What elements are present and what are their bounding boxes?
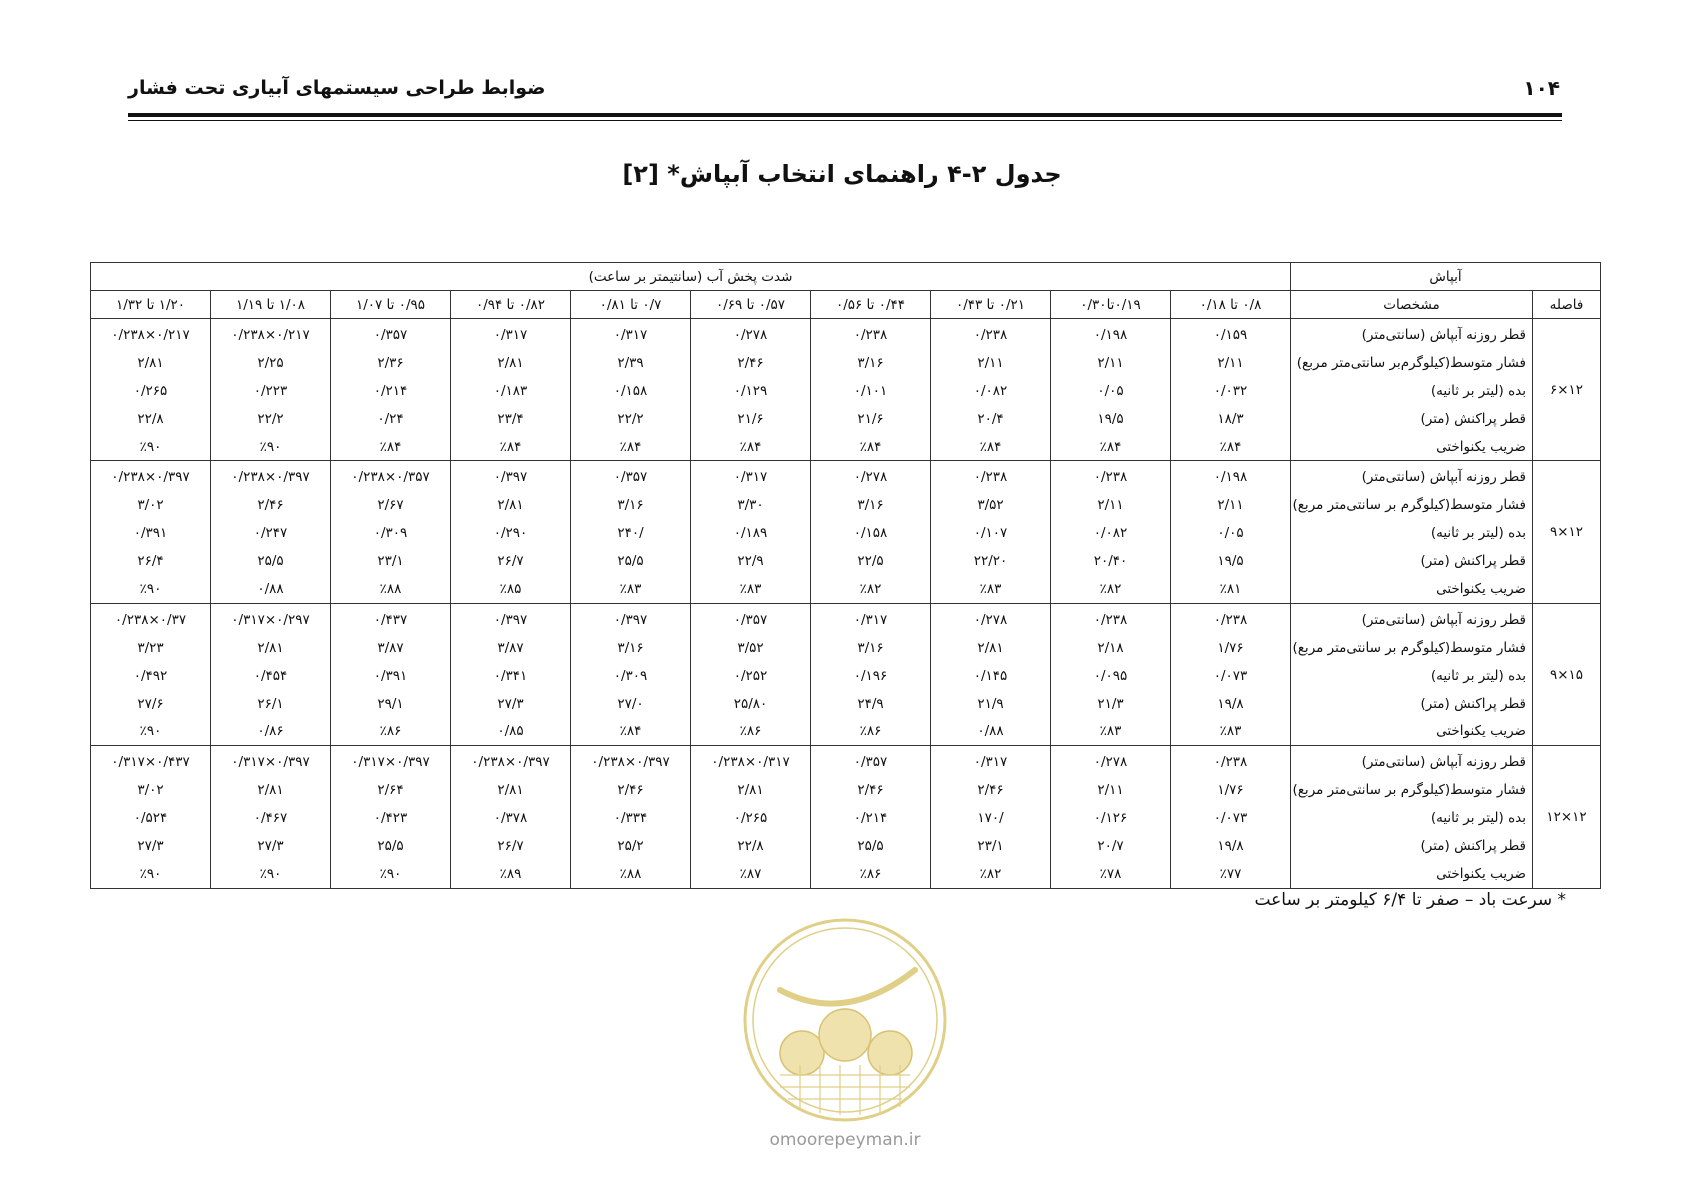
value-cell: ۲/۸۱ xyxy=(931,634,1051,662)
value-cell: ۰/۳۰۹ xyxy=(571,662,691,690)
value-cell: ۰/۴۶۷ xyxy=(211,804,331,832)
value-cell: ۰/۱۰۱ xyxy=(811,377,931,405)
range-header-3: ۰/۲۱ تا ۰/۴۳ xyxy=(931,291,1051,319)
value-cell: /۱۷۰ xyxy=(931,804,1051,832)
value-cell: ۰/۲۳۸ xyxy=(1171,603,1291,633)
value-cell: ٪۹۰ xyxy=(211,433,331,461)
value-cell: ۲/۶۴ xyxy=(331,776,451,804)
value-cell: ۲۲/۹ xyxy=(691,547,811,575)
spec-label: قطر روزنه آبپاش (سانتی‌متر) xyxy=(1291,746,1533,776)
spec-label: قطر پراکنش (متر) xyxy=(1291,547,1533,575)
table-row xyxy=(91,405,1601,433)
table-row xyxy=(91,319,1601,349)
table-row xyxy=(91,860,1601,888)
value-cell: ۲۷/۳ xyxy=(451,690,571,718)
value-cell: ۰/۴۲۳ xyxy=(331,804,451,832)
value-cell: ٪۸۴ xyxy=(691,433,811,461)
value-cell: ٪۹۰ xyxy=(91,860,211,888)
value-cell: ٪۸۱ xyxy=(1171,575,1291,603)
value-cell: ٪۹۰ xyxy=(91,433,211,461)
value-cell: ۱۸/۳ xyxy=(1171,405,1291,433)
value-cell: ۲/۱۱ xyxy=(1171,491,1291,519)
value-cell: ٪۸۴ xyxy=(571,433,691,461)
value-cell: ۳/۰۲ xyxy=(91,776,211,804)
value-cell: ۰/۳۴۱ xyxy=(451,662,571,690)
value-cell: ٪۸۸ xyxy=(571,860,691,888)
spec-label: بده (لیتر بر ثانیه) xyxy=(1291,662,1533,690)
footnote: * سرعت باد – صفر تا ۶/۴ کیلومتر بر ساعت xyxy=(1254,890,1566,910)
value-cell: ٪۸۳ xyxy=(691,575,811,603)
spec-label: قطر روزنه آبپاش (سانتی‌متر) xyxy=(1291,319,1533,349)
value-cell: ۰/۲۳۸ xyxy=(1051,461,1171,491)
table-row xyxy=(91,433,1601,461)
table-row xyxy=(91,461,1601,491)
value-cell: ۱/۷۶ xyxy=(1171,634,1291,662)
value-cell: ۰/۴۳۷×۰/۳۱۷ xyxy=(91,746,211,776)
value-cell: ۲/۸۱ xyxy=(451,776,571,804)
value-cell: ۰/۱۸۳ xyxy=(451,377,571,405)
value-cell: ۰/۲۳۸ xyxy=(1171,746,1291,776)
value-cell: ۲۵/۵ xyxy=(331,832,451,860)
value-cell: ٪۸۳ xyxy=(1051,717,1171,745)
table-row xyxy=(91,349,1601,377)
value-cell: ۰/۲۵۲ xyxy=(691,662,811,690)
value-cell: ٪۸۶ xyxy=(331,717,451,745)
value-cell: ۳/۱۶ xyxy=(811,349,931,377)
spec-label: بده (لیتر بر ثانیه) xyxy=(1291,804,1533,832)
value-cell: ۲۱/۳ xyxy=(1051,690,1171,718)
spec-label: ضریب یکنواختی xyxy=(1291,575,1533,603)
value-cell: ۳/۲۳ xyxy=(91,634,211,662)
value-cell: ۰/۳۹۱ xyxy=(331,662,451,690)
value-cell: ۲۰/۷ xyxy=(1051,832,1171,860)
value-cell: ۲۵/۵ xyxy=(211,547,331,575)
table-row xyxy=(91,377,1601,405)
value-cell: ۲۶/۷ xyxy=(451,832,571,860)
value-cell: ٪۸۲ xyxy=(931,860,1051,888)
value-cell: ٪۸۵ xyxy=(451,575,571,603)
spec-label: بده (لیتر بر ثانیه) xyxy=(1291,519,1533,547)
range-header-1: ۰/۸ تا ۰/۱۸ xyxy=(1171,291,1291,319)
value-cell: ۰/۳۳۴ xyxy=(571,804,691,832)
value-cell: ۰/۲۴۷ xyxy=(211,519,331,547)
value-cell: ۰/۲۶۵ xyxy=(691,804,811,832)
value-cell: ۰/۳۵۷×۰/۲۳۸ xyxy=(331,461,451,491)
header-rule-thin xyxy=(128,120,1562,121)
page-header xyxy=(128,74,1560,102)
range-header-5: ۰/۵۷ تا ۰/۶۹ xyxy=(691,291,811,319)
watermark-logo xyxy=(740,915,950,1125)
value-cell: ۲/۱۱ xyxy=(1051,349,1171,377)
header-rule-thick xyxy=(128,113,1562,117)
value-cell: ۰/۰۷۳ xyxy=(1171,804,1291,832)
value-cell: ۰/۳۹۷ xyxy=(571,603,691,633)
value-cell: ٪۸۶ xyxy=(691,717,811,745)
value-cell: ۳/۸۷ xyxy=(451,634,571,662)
value-cell: ۲/۳۹ xyxy=(571,349,691,377)
value-cell: ۲۵/۵ xyxy=(571,547,691,575)
range-header-9: ۱/۰۸ تا ۱/۱۹ xyxy=(211,291,331,319)
table-row xyxy=(91,603,1601,633)
value-cell: ۰/۲۳۸ xyxy=(1051,603,1171,633)
header-sprinkler: آبپاش xyxy=(1291,263,1601,291)
value-cell: ٪۹۰ xyxy=(91,575,211,603)
value-cell: ۳/۳۰ xyxy=(691,491,811,519)
value-cell: ۲/۴۶ xyxy=(691,349,811,377)
value-cell: ٪۷۸ xyxy=(1051,860,1171,888)
value-cell: ۰/۱۹۸ xyxy=(1051,319,1171,349)
spec-label: ضریب یکنواختی xyxy=(1291,860,1533,888)
value-cell: ۰/۲۳۸ xyxy=(931,319,1051,349)
value-cell: ۰/۲۱۷×۰/۲۳۸ xyxy=(211,319,331,349)
value-cell: ۰/۳۵۷ xyxy=(811,746,931,776)
value-cell: ۲۲/۸ xyxy=(691,832,811,860)
spec-label: فشار متوسط(کیلوگرم بر سانتی‌متر مربع) xyxy=(1291,491,1533,519)
spec-label: ضریب یکنواختی xyxy=(1291,717,1533,745)
value-cell: ۲۷/۰ xyxy=(571,690,691,718)
value-cell: ۳/۵۲ xyxy=(691,634,811,662)
value-cell: ۰/۲۷۸ xyxy=(1051,746,1171,776)
value-cell: ۰/۱۲۶ xyxy=(1051,804,1171,832)
value-cell: ۰/۲۱۴ xyxy=(811,804,931,832)
value-cell: ۲۲/۲ xyxy=(211,405,331,433)
sprinkler-selection-table xyxy=(90,262,1601,889)
value-cell: ٪۸۲ xyxy=(811,575,931,603)
value-cell: ۲۲/۲۰ xyxy=(931,547,1051,575)
spec-label: ضریب یکنواختی xyxy=(1291,433,1533,461)
value-cell: ۱۹/۵ xyxy=(1051,405,1171,433)
value-cell: ۰/۱۹۶ xyxy=(811,662,931,690)
value-cell: ٪۸۳ xyxy=(931,575,1051,603)
value-cell: ۲۷/۳ xyxy=(91,832,211,860)
spacing-cell: ۱۲×۹ xyxy=(1533,461,1601,603)
table-row xyxy=(91,491,1601,519)
value-cell: ۰/۲۴ xyxy=(331,405,451,433)
value-cell: ۰/۲۷۸ xyxy=(691,319,811,349)
spec-label: بده (لیتر بر ثانیه) xyxy=(1291,377,1533,405)
value-cell: ۰/۳۹۷×۰/۲۳۸ xyxy=(571,746,691,776)
table-row xyxy=(91,746,1601,776)
value-cell: ۰/۳۹۷×۰/۲۳۸ xyxy=(211,461,331,491)
value-cell: ۲/۴۶ xyxy=(571,776,691,804)
value-cell: ۰/۰۷۳ xyxy=(1171,662,1291,690)
value-cell: /۲۴۰ xyxy=(571,519,691,547)
value-cell: ۰/۳۹۷×۰/۳۱۷ xyxy=(331,746,451,776)
value-cell: ۲/۲۵ xyxy=(211,349,331,377)
value-cell: ۰/۱۸۹ xyxy=(691,519,811,547)
value-cell: ٪۸۴ xyxy=(811,433,931,461)
value-cell: ۲۲/۵ xyxy=(811,547,931,575)
value-cell: ۰/۳۱۷ xyxy=(571,319,691,349)
value-cell: ۰/۰۸۲ xyxy=(1051,519,1171,547)
value-cell: ۰/۱۰۷ xyxy=(931,519,1051,547)
value-cell: ۰/۴۵۴ xyxy=(211,662,331,690)
value-cell: ٪۹۰ xyxy=(331,860,451,888)
watermark-url: omoorepeyman.ir xyxy=(769,1130,921,1150)
value-cell: ۳/۱۶ xyxy=(571,634,691,662)
spec-label: قطر پراکنش (متر) xyxy=(1291,405,1533,433)
range-header-6: ۰/۷ تا ۰/۸۱ xyxy=(571,291,691,319)
value-cell: ۲۵/۸۰ xyxy=(691,690,811,718)
value-cell: ۲۲/۸ xyxy=(91,405,211,433)
value-cell: ۲۷/۳ xyxy=(211,832,331,860)
table-row xyxy=(91,690,1601,718)
value-cell: ٪۸۴ xyxy=(451,433,571,461)
spec-label: فشار متوسط(کیلوگرم بر سانتی‌متر مربع) xyxy=(1291,634,1533,662)
value-cell: ٪۸۴ xyxy=(1171,433,1291,461)
value-cell: ۲/۳۶ xyxy=(331,349,451,377)
value-cell: ۲/۴۶ xyxy=(931,776,1051,804)
value-cell: ۰/۳۹۱ xyxy=(91,519,211,547)
value-cell: ۱۹/۵ xyxy=(1171,547,1291,575)
value-cell: ۰/۱۲۹ xyxy=(691,377,811,405)
value-cell: ۲۲/۲ xyxy=(571,405,691,433)
value-cell: ۰/۳۱۷×۰/۲۳۸ xyxy=(691,746,811,776)
table-row xyxy=(91,634,1601,662)
range-header-2: ۰/۱۹تا۰/۳۰ xyxy=(1051,291,1171,319)
value-cell: ۰/۳۹۷×۰/۳۱۷ xyxy=(211,746,331,776)
value-cell: ۰/۲۳۸ xyxy=(931,461,1051,491)
value-cell: ۲۶/۷ xyxy=(451,547,571,575)
value-cell: ۰/۳۹۷×۰/۲۳۸ xyxy=(91,461,211,491)
spacing-cell: ۱۵×۹ xyxy=(1533,603,1601,745)
value-cell: ۰/۳۱۷ xyxy=(811,603,931,633)
value-cell: ۰/۰۵ xyxy=(1051,377,1171,405)
value-cell: ۰/۰۵ xyxy=(1171,519,1291,547)
value-cell: ۰/۸۸ xyxy=(931,717,1051,745)
value-cell: ۲۰/۴۰ xyxy=(1051,547,1171,575)
value-cell: ٪۸۴ xyxy=(571,717,691,745)
value-cell: ۲/۸۱ xyxy=(691,776,811,804)
value-cell: ۰/۳۱۷ xyxy=(931,746,1051,776)
value-cell: ۰/۱۵۸ xyxy=(811,519,931,547)
value-cell: ٪۸۶ xyxy=(811,717,931,745)
value-cell: ٪۸۴ xyxy=(931,433,1051,461)
value-cell: ۰/۳۱۷ xyxy=(451,319,571,349)
value-cell: ۲/۴۶ xyxy=(211,491,331,519)
value-cell: ۰/۳۵۷ xyxy=(691,603,811,633)
value-cell: ۲۰/۴ xyxy=(931,405,1051,433)
value-cell: ۰/۰۸۲ xyxy=(931,377,1051,405)
value-cell: ۰/۸۵ xyxy=(451,717,571,745)
value-cell: ۳/۱۶ xyxy=(571,491,691,519)
value-cell: ۲۷/۶ xyxy=(91,690,211,718)
value-cell: ۰/۲۱۷×۰/۲۳۸ xyxy=(91,319,211,349)
spacing-cell: ۱۲×۱۲ xyxy=(1533,746,1601,888)
value-cell: ۲/۶۷ xyxy=(331,491,451,519)
value-cell: ۰/۲۷۸ xyxy=(811,461,931,491)
table-row xyxy=(91,717,1601,745)
value-cell: ۰/۳۷۸ xyxy=(451,804,571,832)
value-cell: ۲/۱۱ xyxy=(1051,776,1171,804)
value-cell: ۰/۳۱۷ xyxy=(691,461,811,491)
value-cell: ۰/۸۸ xyxy=(211,575,331,603)
value-cell: ۰/۲۱۴ xyxy=(331,377,451,405)
value-cell: ۲/۱۱ xyxy=(1051,491,1171,519)
value-cell: ۰/۸۶ xyxy=(211,717,331,745)
header-spacing: فاصله xyxy=(1533,291,1601,319)
value-cell: ۲/۱۸ xyxy=(1051,634,1171,662)
spec-label: قطر پراکنش (متر) xyxy=(1291,690,1533,718)
value-cell: ٪۸۷ xyxy=(691,860,811,888)
value-cell: ۰/۲۲۳ xyxy=(211,377,331,405)
value-cell: ۲/۸۱ xyxy=(451,349,571,377)
value-cell: ۰/۱۵۸ xyxy=(571,377,691,405)
value-cell: ٪۹۰ xyxy=(211,860,331,888)
value-cell: ۲۵/۲ xyxy=(571,832,691,860)
value-cell: ۲۳/۱ xyxy=(931,832,1051,860)
value-cell: ۰/۱۹۸ xyxy=(1171,461,1291,491)
value-cell: ۳/۱۶ xyxy=(811,634,931,662)
value-cell: ۰/۲۷۸ xyxy=(931,603,1051,633)
value-cell: ۰/۳۵۷ xyxy=(571,461,691,491)
value-cell: ۰/۱۴۵ xyxy=(931,662,1051,690)
value-cell: ٪۸۹ xyxy=(451,860,571,888)
value-cell: ۳/۰۲ xyxy=(91,491,211,519)
value-cell: ۲/۸۱ xyxy=(211,634,331,662)
value-cell: ٪۹۰ xyxy=(91,717,211,745)
spec-label: قطر روزنه آبپاش (سانتی‌متر) xyxy=(1291,461,1533,491)
value-cell: ۲۴/۹ xyxy=(811,690,931,718)
table-row xyxy=(91,776,1601,804)
value-cell: ۰/۳۹۷ xyxy=(451,603,571,633)
table-header-row-1 xyxy=(91,263,1601,291)
value-cell: ۰/۴۹۲ xyxy=(91,662,211,690)
table-header-row-2 xyxy=(91,291,1601,319)
value-cell: ۲۵/۵ xyxy=(811,832,931,860)
value-cell: ۳/۸۷ xyxy=(331,634,451,662)
value-cell: ۲۶/۴ xyxy=(91,547,211,575)
value-cell: ۲۱/۹ xyxy=(931,690,1051,718)
table-row xyxy=(91,804,1601,832)
value-cell: ۰/۳۷×۰/۲۳۸ xyxy=(91,603,211,633)
value-cell: ۰/۰۳۲ xyxy=(1171,377,1291,405)
table-body xyxy=(91,319,1601,889)
value-cell: ۱/۷۶ xyxy=(1171,776,1291,804)
value-cell: ۱۹/۸ xyxy=(1171,832,1291,860)
table-row xyxy=(91,575,1601,603)
value-cell: ۰/۳۹۷×۰/۲۳۸ xyxy=(451,746,571,776)
range-header-4: ۰/۴۴ تا ۰/۵۶ xyxy=(811,291,931,319)
value-cell: ٪۸۳ xyxy=(571,575,691,603)
table-row xyxy=(91,662,1601,690)
value-cell: ٪۸۳ xyxy=(1171,717,1291,745)
value-cell: ۰/۱۵۹ xyxy=(1171,319,1291,349)
value-cell: ۲۹/۱ xyxy=(331,690,451,718)
value-cell: ۲۳/۴ xyxy=(451,405,571,433)
table-row xyxy=(91,519,1601,547)
value-cell: ۰/۳۹۷ xyxy=(451,461,571,491)
value-cell: ۲/۱۱ xyxy=(931,349,1051,377)
value-cell: ۲۱/۶ xyxy=(811,405,931,433)
book-title: ضوابط طراحی سیستمهای آبیاری تحت فشار xyxy=(128,77,546,99)
value-cell: ۰/۲۹۷×۰/۳۱۷ xyxy=(211,603,331,633)
table-row xyxy=(91,832,1601,860)
value-cell: ٪۷۷ xyxy=(1171,860,1291,888)
value-cell: ۰/۴۳۷ xyxy=(331,603,451,633)
range-header-8: ۰/۹۵ تا ۱/۰۷ xyxy=(331,291,451,319)
value-cell: ۲۳/۱ xyxy=(331,547,451,575)
value-cell: ۲۶/۱ xyxy=(211,690,331,718)
range-header-10: ۱/۲۰ تا ۱/۳۲ xyxy=(91,291,211,319)
spec-label: فشار متوسط(کیلوگرم‌بر سانتی‌متر مربع) xyxy=(1291,349,1533,377)
header-specs: مشخصات xyxy=(1291,291,1533,319)
value-cell: ٪۸۴ xyxy=(1051,433,1171,461)
value-cell: ۲/۸۱ xyxy=(211,776,331,804)
value-cell: ٪۸۴ xyxy=(331,433,451,461)
value-cell: ۰/۵۲۴ xyxy=(91,804,211,832)
value-cell: ۰/۲۹۰ xyxy=(451,519,571,547)
spec-label: فشار متوسط(کیلوگرم بر سانتی‌متر مربع) xyxy=(1291,776,1533,804)
value-cell: ۲/۱۱ xyxy=(1171,349,1291,377)
value-cell: ٪۸۸ xyxy=(331,575,451,603)
table-title: جدول ۲-۴ راهنمای انتخاب آبپاش* [۲] xyxy=(622,160,1062,188)
value-cell: ۲/۴۶ xyxy=(811,776,931,804)
value-cell: ۲۱/۶ xyxy=(691,405,811,433)
spec-label: قطر روزنه آبپاش (سانتی‌متر) xyxy=(1291,603,1533,633)
value-cell: ٪۸۶ xyxy=(811,860,931,888)
value-cell: ۰/۳۵۷ xyxy=(331,319,451,349)
value-cell: ٪۸۲ xyxy=(1051,575,1171,603)
spec-label: قطر پراکنش (متر) xyxy=(1291,832,1533,860)
value-cell: ۰/۳۰۹ xyxy=(331,519,451,547)
range-header-7: ۰/۸۲ تا ۰/۹۴ xyxy=(451,291,571,319)
page-number: ۱۰۴ xyxy=(1523,76,1560,100)
value-cell: ۰/۲۶۵ xyxy=(91,377,211,405)
value-cell: ۲/۸۱ xyxy=(451,491,571,519)
value-cell: ۳/۱۶ xyxy=(811,491,931,519)
value-cell: ۱۹/۸ xyxy=(1171,690,1291,718)
value-cell: ۲/۸۱ xyxy=(91,349,211,377)
value-cell: ۰/۲۳۸ xyxy=(811,319,931,349)
header-intensity: شدت پخش آب (سانتیمتر بر ساعت) xyxy=(91,263,1291,291)
table-row xyxy=(91,547,1601,575)
value-cell: ۳/۵۲ xyxy=(931,491,1051,519)
value-cell: ۰/۰۹۵ xyxy=(1051,662,1171,690)
spacing-cell: ۱۲×۶ xyxy=(1533,319,1601,461)
